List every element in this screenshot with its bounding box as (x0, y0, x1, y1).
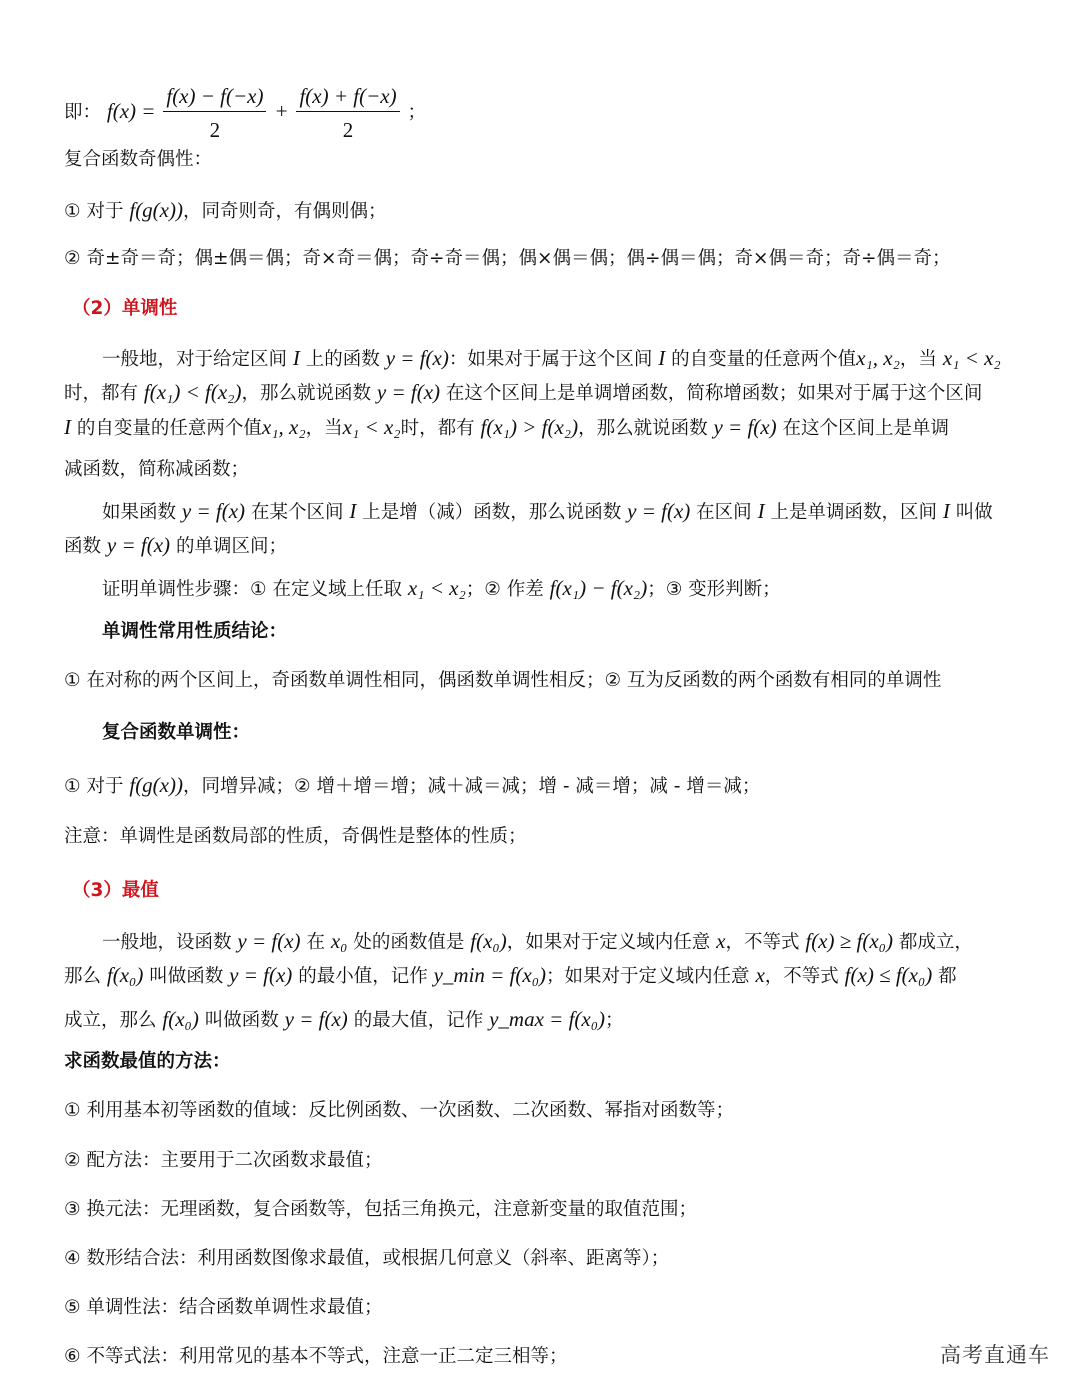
method-item: ⑤ 单调性法：结合函数单调性求最值； (64, 1297, 383, 1318)
section-heading-monotonic: （2）单调性 (72, 298, 178, 319)
frac2-denominator: 2 (342, 118, 354, 142)
frac2-numerator: f(x) + f(−x) (296, 84, 399, 112)
method-item: ③ 换元法：无理函数，复合函数等，包括三角换元，注意新变量的取值范围； (64, 1199, 697, 1220)
mono-note: 注意：单调性是函数局部的性质，奇偶性是整体的性质； (64, 826, 527, 847)
fraction-even-part (296, 84, 399, 142)
math-fgx: f(g(x)) (129, 198, 183, 222)
composite-parity-title: 复合函数奇偶性： (64, 149, 213, 170)
parity-formula (64, 84, 426, 142)
mono-common-item: ① 在对称的两个区间上，奇函数单调性相同，偶函数单调性相反；② 互为反函数的两个函数有相同的单调性 (64, 670, 942, 691)
frac1-denominator: 2 (209, 118, 221, 142)
mono-p1-line1: 一般地，对于给定区间 I 上的函数 y = f(x)：如果对于属于这个区间 I 的自变量的任意两个值x₁, x₂，当 x₁ < x₂ (102, 346, 1001, 370)
watermark: 高考直通车 (940, 1343, 1050, 1367)
composite-parity-item-2: ② 奇±奇＝奇；偶±偶＝偶；奇×奇＝偶；奇÷奇＝偶；偶×偶＝偶；偶÷偶＝偶；奇×偶＝奇；奇÷偶＝奇； (64, 248, 951, 269)
fraction-odd-part (163, 84, 266, 142)
mono-p1-line4: 减函数，简称减函数； (64, 459, 250, 480)
mono-proof-steps: 证明单调性步骤：① 在定义域上任取 x₁ < x₂；② 作差 f(x₁) − f(x₂)；③ 变形判断； (102, 576, 781, 600)
formula-end: ； (407, 102, 426, 123)
frac1-numerator: f(x) − f(−x) (163, 84, 266, 112)
fx-label: f(x) = (106, 99, 156, 123)
extreme-methods-title: 求函数最值的方法： (64, 1051, 231, 1072)
extreme-p1-line2: 那么 f(x₀) 叫做函数 y = f(x) 的最小值，记作 y_min = f(x₀)；如果对于定义域内任意 x，不等式 f(x) ≤ f(x₀) 都 (64, 963, 957, 987)
composite-parity-item-1: ① 对于 f(g(x))，同奇则奇，有偶则偶； (64, 198, 387, 222)
extreme-p1-line3: 成立，那么 f(x₀) 叫做函数 y = f(x) 的最大值，记作 y_max = f(x₀)； (64, 1007, 624, 1031)
method-item: ④ 数形结合法：利用函数图像求最值，或根据几何意义（斜率、距离等）； (64, 1248, 670, 1269)
mono-p1-line3: I 的自变量的任意两个值x₁, x₂，当x₁ < x₂时，都有 f(x₁) > f(x₂)，那么就说函数 y = f(x) 在这个区间上是单调 (64, 415, 950, 439)
method-item: ⑥ 不等式法：利用常见的基本不等式，注意一正二定三相等； (64, 1346, 568, 1367)
method-item: ① 利用基本初等函数的值域：反比例函数、一次函数、二次函数、幂指对函数等； (64, 1100, 734, 1121)
extreme-p1-line1: 一般地，设函数 y = f(x) 在 x₀ 处的函数值是 f(x₀)，如果对于定义域内任意 x，不等式 f(x) ≥ f(x₀) 都成立， (102, 929, 973, 953)
method-item: ② 配方法：主要用于二次函数求最值； (64, 1150, 383, 1171)
mono-composite-title: 复合函数单调性： (102, 722, 251, 743)
mono-composite-item: ① 对于 f(g(x))，同增异减；② 增＋增＝增；减＋减＝减；增 - 减＝增；减 - 增＝减； (64, 773, 761, 797)
plus-sign: + (274, 99, 289, 123)
mono-p2-line1: 如果函数 y = f(x) 在某个区间 I 上是增（减）函数，那么说函数 y = f(x) 在区间 I 上是单调函数，区间 I 叫做 (102, 499, 993, 523)
mono-p2-line2: 函数 y = f(x) 的单调区间； (64, 533, 287, 557)
formula-prefix: 即： (64, 102, 102, 123)
mono-p1-line2: 时，都有 f(x₁) < f(x₂)，那么就说函数 y = f(x) 在这个区间上是单调增函数，简称增函数；如果对于属于这个区间 (64, 380, 983, 404)
section-heading-extreme: （3）最值 (72, 880, 159, 901)
mono-common-title: 单调性常用性质结论： (102, 621, 288, 642)
